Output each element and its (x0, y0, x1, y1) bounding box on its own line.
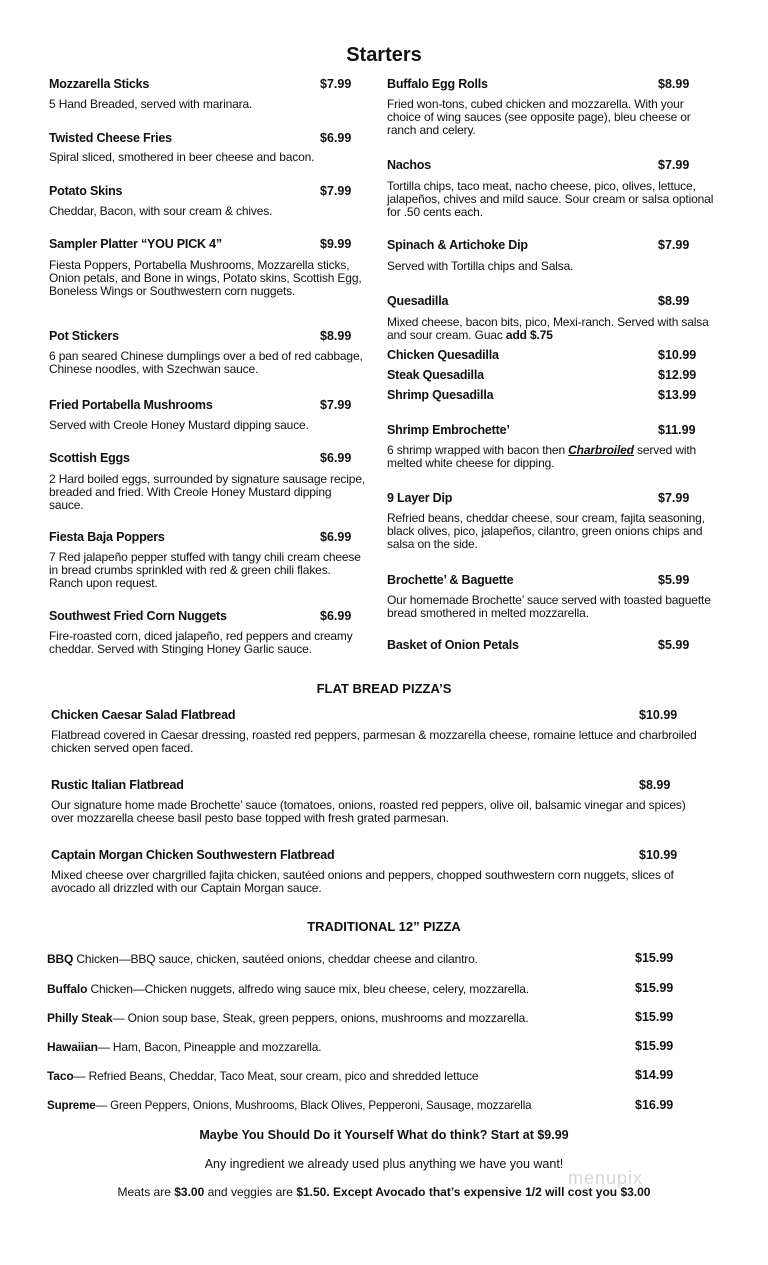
item-desc: Fried won-tons, cubed chicken and mozzarella. With your choice of wing sauces (see opposite page), bleu cheese or ranch and celery. (387, 97, 691, 137)
watermark-logo: menupix (568, 1168, 644, 1188)
topping-prices-note (0, 1185, 768, 1199)
page-title: Starters (346, 44, 422, 66)
pizza-price: $15.99 (635, 1010, 674, 1024)
item-name: Mozzarella Sticks (49, 77, 150, 91)
desc-text: Mixed cheese, bacon bits, pico, Mexi-ranch. Served with salsa and sour cream. Guac (387, 315, 709, 342)
item-price: $7.99 (658, 158, 690, 172)
item-desc (387, 316, 712, 342)
diy-pizza-note: Maybe You Should Do it Yourself What do think? Start at $9.99 (199, 1128, 569, 1142)
item-name: Spinach & Artichoke Dip (387, 238, 528, 252)
item-name: Scottish Eggs (49, 451, 130, 465)
flatbread-heading: FLAT BREAD PIZZA’S (316, 681, 452, 696)
pizza-desc: — Ham, Bacon, Pineapple and mozzarella. (97, 1040, 322, 1054)
pizza-row (47, 1069, 478, 1083)
item-desc (387, 444, 707, 470)
item-price: $11.99 (658, 423, 696, 437)
item-price: $13.99 (658, 388, 697, 402)
pizza-row (47, 982, 529, 996)
item-name: Sampler Platter “YOU PICK 4” (49, 237, 222, 251)
pizza-price: $15.99 (635, 1039, 674, 1053)
meat-price: $3.00 (174, 1185, 205, 1199)
item-name: Shrimp Quesadilla (387, 388, 494, 402)
ingredient-note: Any ingredient we already used plus anything we have you want! (204, 1157, 564, 1171)
item-desc: Served with Tortilla chips and Salsa. (387, 259, 574, 273)
item-price: $7.99 (658, 238, 690, 252)
item-price: $10.99 (639, 848, 678, 862)
item-price: $7.99 (320, 77, 352, 91)
pizza-name: BBQ (47, 952, 74, 966)
item-price: $10.99 (639, 708, 678, 722)
item-price: $6.99 (320, 451, 352, 465)
item-desc: Our signature home made Brochette’ sauce (tomatoes, onions, roasted red peppers, olive oil, balsamic vinegar and spices) over mozzarella cheese basil pesto base topped with fresh grated parmesan. (51, 798, 686, 825)
pizza-name: Hawaiian (47, 1040, 98, 1054)
item-name: Pot Stickers (49, 329, 119, 343)
desc-text: 6 shrimp wrapped with bacon then (387, 443, 569, 457)
charbroiled-emphasis: Charbroiled (568, 443, 634, 457)
item-price: $8.99 (658, 77, 690, 91)
veggie-avocado-price: $1.50. Except Avocado that’s expensive 1/2 will cost you $3.00 (296, 1185, 651, 1199)
item-name: Captain Morgan Chicken Southwestern Flatbread (51, 848, 335, 862)
guac-addon: add $.75 (505, 328, 553, 342)
pizza-row (47, 952, 478, 966)
pizza-row (47, 1011, 528, 1025)
pizza-price: $16.99 (635, 1098, 674, 1112)
item-price: $6.99 (320, 609, 352, 623)
pizza-desc: — Green Peppers, Onions, Mushrooms, Black Olives, Pepperoni, Sausage, mozzarella (95, 1099, 532, 1112)
pizza-row (47, 1040, 321, 1054)
item-name: Buffalo Egg Rolls (387, 77, 488, 91)
item-price: $7.99 (320, 184, 352, 198)
item-desc: Served with Creole Honey Mustard dipping sauce. (49, 418, 309, 432)
item-price: $9.99 (320, 237, 352, 251)
pizza-name: Supreme (47, 1099, 96, 1112)
desc-text: served with melted white cheese for dipping. (387, 443, 697, 470)
item-desc: Our homemade Brochette’ sauce served with toasted baguette bread smothered in melted mozzarella. (387, 593, 711, 620)
item-price: $8.99 (320, 329, 352, 343)
item-price: $5.99 (658, 638, 690, 652)
item-name: 9 Layer Dip (387, 491, 453, 505)
item-price: $5.99 (658, 573, 690, 587)
pizza-desc: — Refried Beans, Cheddar, Taco Meat, sour cream, pico and shredded lettuce (73, 1069, 479, 1083)
pizza-row (47, 1099, 531, 1112)
item-desc: Refried beans, cheddar cheese, sour cream, fajita seasoning, black olives, pico, jalapeños, cilantro, green onions chips and salsa on the side. (387, 511, 705, 551)
pizza-name: Philly Steak (47, 1011, 113, 1025)
item-desc: Mixed cheese over chargrilled fajita chicken, sautéed onions and peppers, chopped southwestern corn nuggets, slices of avocado all drizzled with our Captain Morgan sauce. (51, 868, 674, 895)
item-name: Brochette’ & Baguette (387, 573, 514, 587)
text: Meats are (117, 1185, 175, 1199)
item-price: $7.99 (320, 398, 352, 412)
item-name: Quesadilla (387, 294, 449, 308)
item-price: $8.99 (658, 294, 690, 308)
item-name: Chicken Quesadilla (387, 348, 499, 362)
text: and veggies are (204, 1185, 297, 1199)
item-desc: Cheddar, Bacon, with sour cream & chives. (49, 204, 273, 218)
item-price: $8.99 (639, 778, 671, 792)
item-price: $10.99 (658, 348, 697, 362)
pizza-name: Taco (47, 1069, 74, 1083)
item-name: Chicken Caesar Salad Flatbread (51, 708, 236, 722)
item-desc: 2 Hard boiled eggs, surrounded by signature sausage recipe, breaded and fried. With Creole Honey Mustard dipping sauce. (49, 472, 366, 512)
item-name: Fried Portabella Mushrooms (49, 398, 213, 412)
item-desc: 7 Red jalapeño pepper stuffed with tangy chili cream cheese in bread crumbs sprinkled with red & green chili flakes. Ranch upon request. (49, 550, 361, 590)
item-desc: 5 Hand Breaded, served with marinara. (49, 97, 253, 111)
item-name: Southwest Fried Corn Nuggets (49, 609, 227, 623)
item-desc: Flatbread covered in Caesar dressing, roasted red peppers, parmesan & mozzarella cheese, romaine lettuce and charbroiled chicken served open faced. (51, 728, 697, 755)
item-desc: Fire-roasted corn, diced jalapeño, red peppers and creamy cheddar. Served with Stinging Honey Garlic sauce. (49, 629, 353, 656)
item-name: Potato Skins (49, 184, 123, 198)
pizza-heading: TRADITIONAL 12” PIZZA (307, 919, 461, 934)
pizza-name: Buffalo (47, 982, 88, 996)
item-price: $6.99 (320, 131, 352, 145)
item-price: $7.99 (658, 491, 690, 505)
item-price: $12.99 (658, 368, 697, 382)
item-name: Rustic Italian Flatbread (51, 778, 184, 792)
item-desc: Fiesta Poppers, Portabella Mushrooms, Mozzarella sticks, Onion petals, and Bone in wings, Potato skins, Scottish Egg, Boneless Wings or Southwestern corn nuggets. (49, 258, 362, 298)
pizza-price: $15.99 (635, 951, 674, 965)
item-desc: 6 pan seared Chinese dumplings over a bed of red cabbage, Chinese noodles, with Szechwan sauce. (49, 349, 363, 376)
item-name: Twisted Cheese Fries (49, 131, 172, 145)
item-name: Shrimp Embrochette’ (387, 423, 510, 437)
item-desc: Tortilla chips, taco meat, nacho cheese, pico, olives, lettuce, jalapeños, chives and mild sauce. Sour cream or salsa optional for .50 cents each. (387, 179, 714, 219)
item-desc: Spiral sliced, smothered in beer cheese and bacon. (49, 150, 315, 164)
pizza-desc: Chicken—Chicken nuggets, alfredo wing sauce mix, bleu cheese, celery, mozzarella. (87, 982, 529, 996)
pizza-price: $14.99 (635, 1068, 674, 1082)
item-name: Nachos (387, 158, 431, 172)
pizza-price: $15.99 (635, 981, 674, 995)
item-price: $6.99 (320, 530, 352, 544)
item-name: Basket of Onion Petals (387, 638, 519, 652)
item-name: Steak Quesadilla (387, 368, 484, 382)
pizza-desc: — Onion soup base, Steak, green peppers, onions, mushrooms and mozzarella. (112, 1011, 529, 1025)
item-name: Fiesta Baja Poppers (49, 530, 165, 544)
pizza-desc: Chicken—BBQ sauce, chicken, sautéed onions, cheddar cheese and cilantro. (73, 952, 478, 966)
